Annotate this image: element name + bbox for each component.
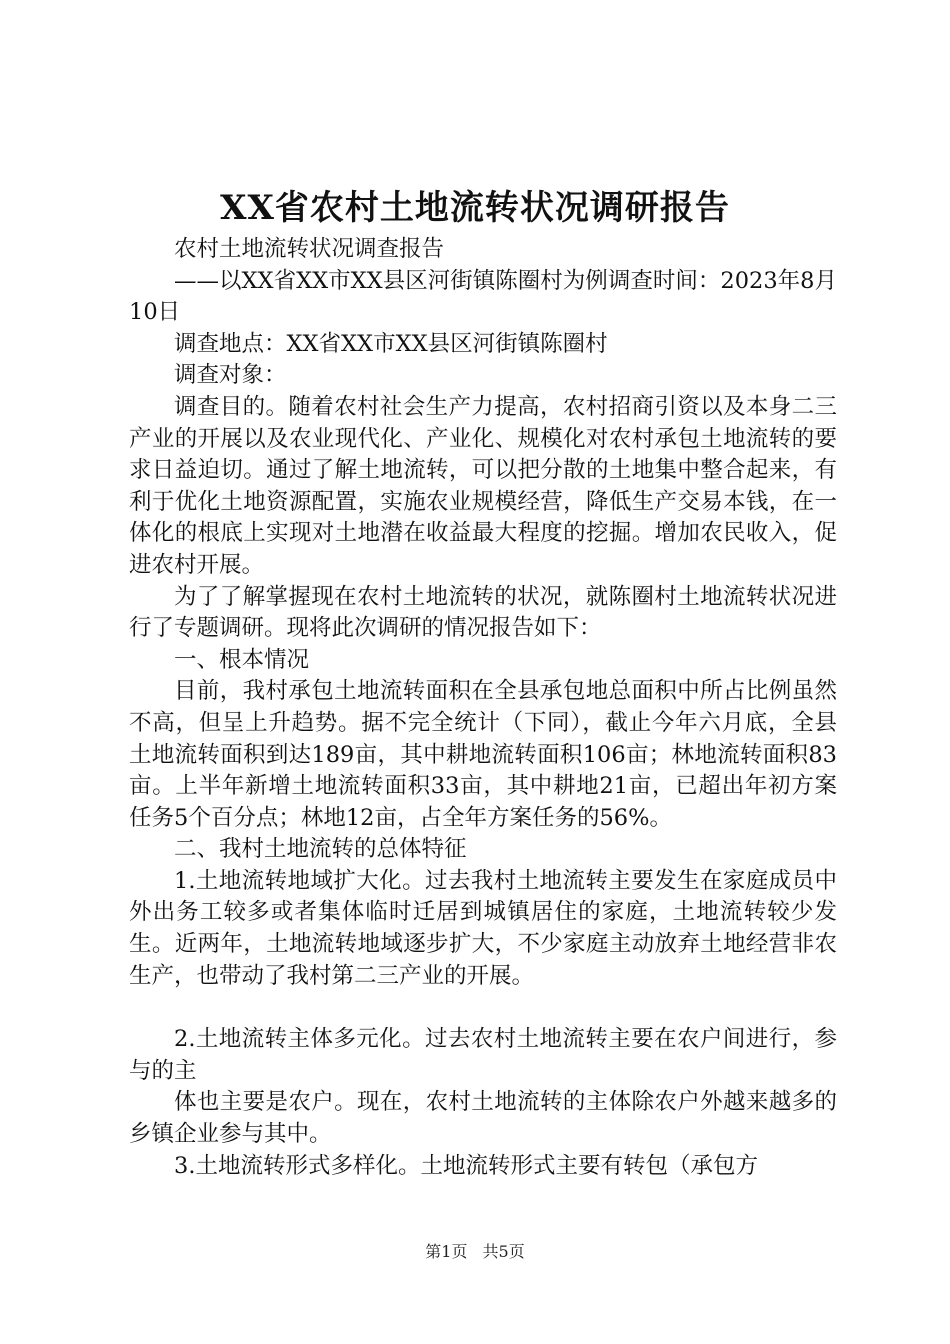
heading-section-1: 一、根本情况 <box>174 646 310 673</box>
heading-section-2: 二、我村土地流转的总体特征 <box>174 836 467 863</box>
paragraph-feature-1: 1.土地流转地域扩大化。过去我村土地流转主要发生在家庭成员中外出务工较多或者集体临时迁居到城镇居住的家庭，土地流转较少发生。近两年，土地流转地域逐步扩大，不少家庭主动放弃土地经营非农生产，也带动了我村第二三产业的开展。 <box>129 867 837 989</box>
document-body <box>129 234 837 1182</box>
paragraph-basic-situation: 目前，我村承包土地流转面积在全县承包地总面积中所占比例虽然不高，但呈上升趋势。据不完全统计（下同），截止今年六月底，全县土地流转面积到达189亩，其中耕地流转面积106亩；林地流转面积83亩。上半年新增土地流转面积33亩，其中耕地21亩，已超出年初方案任务5个百分点；林地12亩，占全年方案任务的56%。 <box>129 678 837 831</box>
paragraph-feature-3: 3.土地流转形式多样化。土地流转形式主要有转包（承包方 <box>174 1152 758 1179</box>
document-title: XX省农村土地流转状况调研报告 <box>220 188 730 228</box>
paragraph-survey-location: 调查地点：XX省XX市XX县区河街镇陈圈村 <box>174 330 608 357</box>
paragraph-subtitle: 农村土地流转状况调查报告 <box>174 236 445 262</box>
paragraph-feature-2-continued: 体也主要是农户。现在，农村土地流转的主体除农户外越来越多的乡镇企业参与其中。 <box>129 1089 837 1148</box>
page-footer <box>0 1240 950 1264</box>
paragraph-survey-time: ——以XX省XX市XX县区河街镇陈圈村为例调查时间：2023年8月10日 <box>129 267 837 326</box>
paragraph-intro: 为了了解掌握现在农村土地流转的状况，就陈圈村土地流转状况进行了专题调研。现将此次调研的情况报告如下： <box>129 583 837 642</box>
page-total: 共5页 <box>482 1242 525 1261</box>
paragraph-survey-subject: 调查对象： <box>174 362 287 389</box>
paragraph-feature-2: 2.土地流转主体多元化。过去农村土地流转主要在农户间进行，参与的主 <box>129 1026 837 1084</box>
paragraph-survey-purpose: 调查目的。随着农村社会生产力提高，农村招商引资以及本身二三产业的开展以及农业现代化、产业化、规模化对农村承包土地流转的要求日益迫切。通过了解土地流转，可以把分散的土地集中整合起来，有利于优化土地资源配置，实施农业规模经营，降低生产交易本钱，在一体化的根底上实现对土地潜在收益最大程度的挖掘。增加农民收入，促进农村开展。 <box>129 393 837 578</box>
paragraph-gap <box>129 992 837 1024</box>
page-number: 第1页 <box>425 1242 468 1261</box>
